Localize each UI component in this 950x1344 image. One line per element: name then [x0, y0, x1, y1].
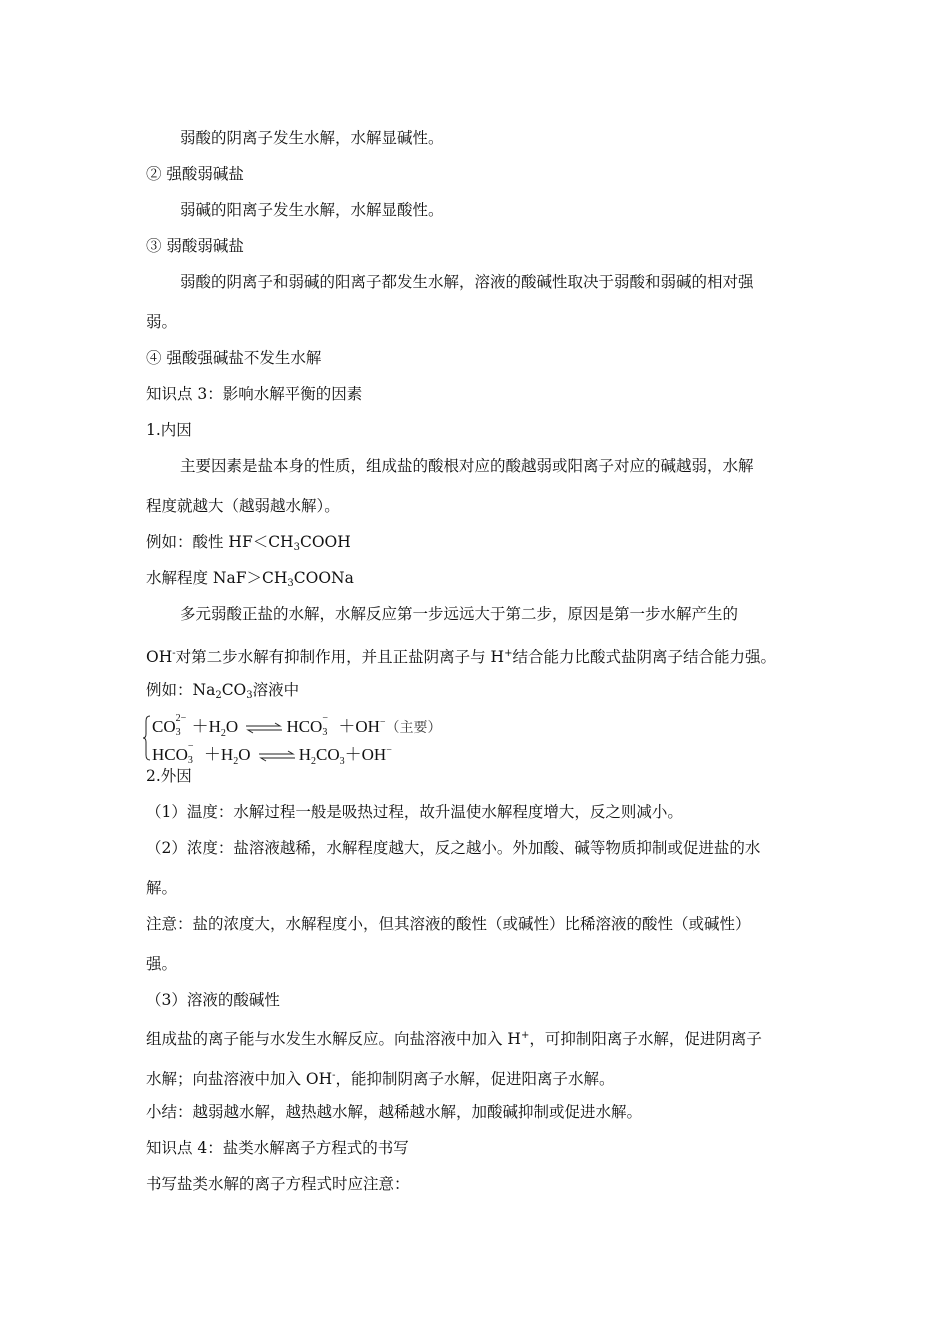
equilibrium-arrow-icon	[244, 722, 284, 734]
text-line	[146, 1066, 615, 1089]
superscript: +	[520, 1030, 530, 1041]
superscript: −	[187, 741, 194, 753]
superscript: -	[172, 648, 176, 659]
subscript: 3	[187, 755, 193, 767]
formula: CO	[316, 745, 340, 764]
text-line: 弱碱的阳离子发生水解，水解显酸性。	[180, 201, 444, 219]
section-heading: 知识点 4：盐类水解离子方程式的书写	[146, 1139, 409, 1157]
list-heading: ③ 弱酸弱碱盐	[146, 237, 244, 255]
text-line	[146, 644, 776, 667]
text: 水解；向盐溶液中加入 OH	[146, 1070, 333, 1088]
subscript: 3	[339, 756, 345, 767]
text-line: 主要因素是盐本身的性质，组成盐的酸根对应的酸越弱或阳离子对应的碱越弱，水解	[180, 457, 754, 475]
section-heading: 知识点 3：影响水解平衡的因素	[146, 385, 363, 403]
charge-stack	[187, 741, 204, 767]
text: 例如：Na	[146, 681, 216, 699]
subscript: 3	[287, 578, 294, 589]
text: 组成盐的离子能与水发生水解反应。向盐溶液中加入 H	[146, 1030, 521, 1048]
equation-second-step	[152, 740, 392, 767]
charge-stack	[322, 713, 338, 739]
text-line: 弱。	[146, 313, 178, 331]
text-line: 书写盐类水解的离子方程式时应注意：	[146, 1175, 410, 1193]
text: COOH	[299, 533, 351, 551]
subsection-heading: 1.内因	[146, 421, 192, 439]
superscript: 2−	[175, 713, 187, 725]
subscript: 2	[311, 756, 316, 767]
text-line: 解。	[146, 879, 178, 897]
text-line: 弱酸的阴离子发生水解，水解显碱性。	[180, 129, 444, 147]
list-heading: ④ 强酸强碱盐不发生水解	[146, 349, 322, 367]
summary-line: 小结：越弱越水解，越热越水解，越稀越水解，加酸碱抑制或促进水解。	[146, 1103, 643, 1121]
text-line: 注意：盐的浓度大，水解程度小，但其溶液的酸性（或碱性）比稀溶液的酸性（或碱性）	[146, 915, 751, 933]
superscript: −	[322, 713, 328, 725]
superscript: −	[386, 745, 392, 756]
list-heading: ② 强酸弱碱盐	[146, 165, 244, 183]
example-line	[146, 568, 354, 594]
equilibrium-arrow-icon	[257, 750, 297, 762]
example-line	[146, 680, 299, 706]
text-line: （1）温度：水解过程一般是吸热过程，故升温使水解程度增大，反之则减小。	[146, 803, 683, 821]
formula: ＋OH	[344, 745, 387, 764]
subscript: 3	[322, 727, 328, 739]
formula: ＋H	[191, 717, 221, 736]
superscript: -	[332, 1070, 336, 1081]
text-line: 强。	[146, 955, 178, 973]
subscript: 2	[233, 756, 239, 767]
text: ，可抑制阳离子水解，促进阴离子	[529, 1030, 762, 1048]
superscript: −	[379, 717, 386, 728]
example-line	[146, 532, 351, 558]
text: 例如：酸性 HF＜CH	[146, 533, 294, 551]
subsection-heading: 2.外因	[146, 767, 192, 785]
text: 溶液中	[252, 681, 300, 699]
text-line: 程度就越大（越弱越水解）。	[146, 497, 340, 515]
equation-first-step	[152, 712, 442, 739]
text-line	[146, 1026, 762, 1049]
subscript: 2	[220, 728, 226, 739]
subscript: 3	[246, 690, 253, 701]
text-line: 多元弱酸正盐的水解，水解反应第一步远远大于第二步，原因是第一步水解产生的	[180, 605, 739, 623]
subscript: 3	[293, 542, 300, 553]
formula: CO	[152, 717, 176, 736]
text: OH	[146, 648, 173, 666]
text: 水解程度 NaF＞CH	[146, 569, 288, 587]
text: 对第二步水解有抑制作用，并且正盐阴离子与 H	[175, 648, 505, 666]
formula: ＋OH	[338, 717, 380, 736]
formula: O	[225, 717, 239, 736]
subscript: 3	[175, 727, 181, 739]
formula: O	[238, 745, 251, 764]
superscript: +	[504, 648, 513, 659]
formula: HCO	[286, 717, 323, 736]
charge-stack	[175, 713, 192, 739]
formula: HCO	[152, 745, 188, 764]
text-line: （2）浓度：盐溶液越稀，水解程度越大，反之越小。外加酸、碱等物质抑制或促进盐的水	[146, 839, 761, 857]
text: COONa	[293, 569, 354, 587]
equation-note: （主要）	[385, 720, 442, 736]
text: ，能抑制阴离子水解，促进阳离子水解。	[335, 1070, 615, 1088]
subscript: 2	[215, 690, 222, 701]
equation-brace	[143, 715, 151, 761]
formula: H	[298, 745, 311, 764]
text: CO	[221, 681, 247, 699]
formula: ＋H	[203, 745, 234, 764]
text: 结合能力比酸式盐阴离子结合能力强。	[512, 648, 776, 666]
text-line: （3）溶液的酸碱性	[146, 991, 280, 1009]
text-line: 弱酸的阴离子和弱碱的阳离子都发生水解，溶液的酸碱性取决于弱酸和弱碱的相对强	[180, 273, 754, 291]
